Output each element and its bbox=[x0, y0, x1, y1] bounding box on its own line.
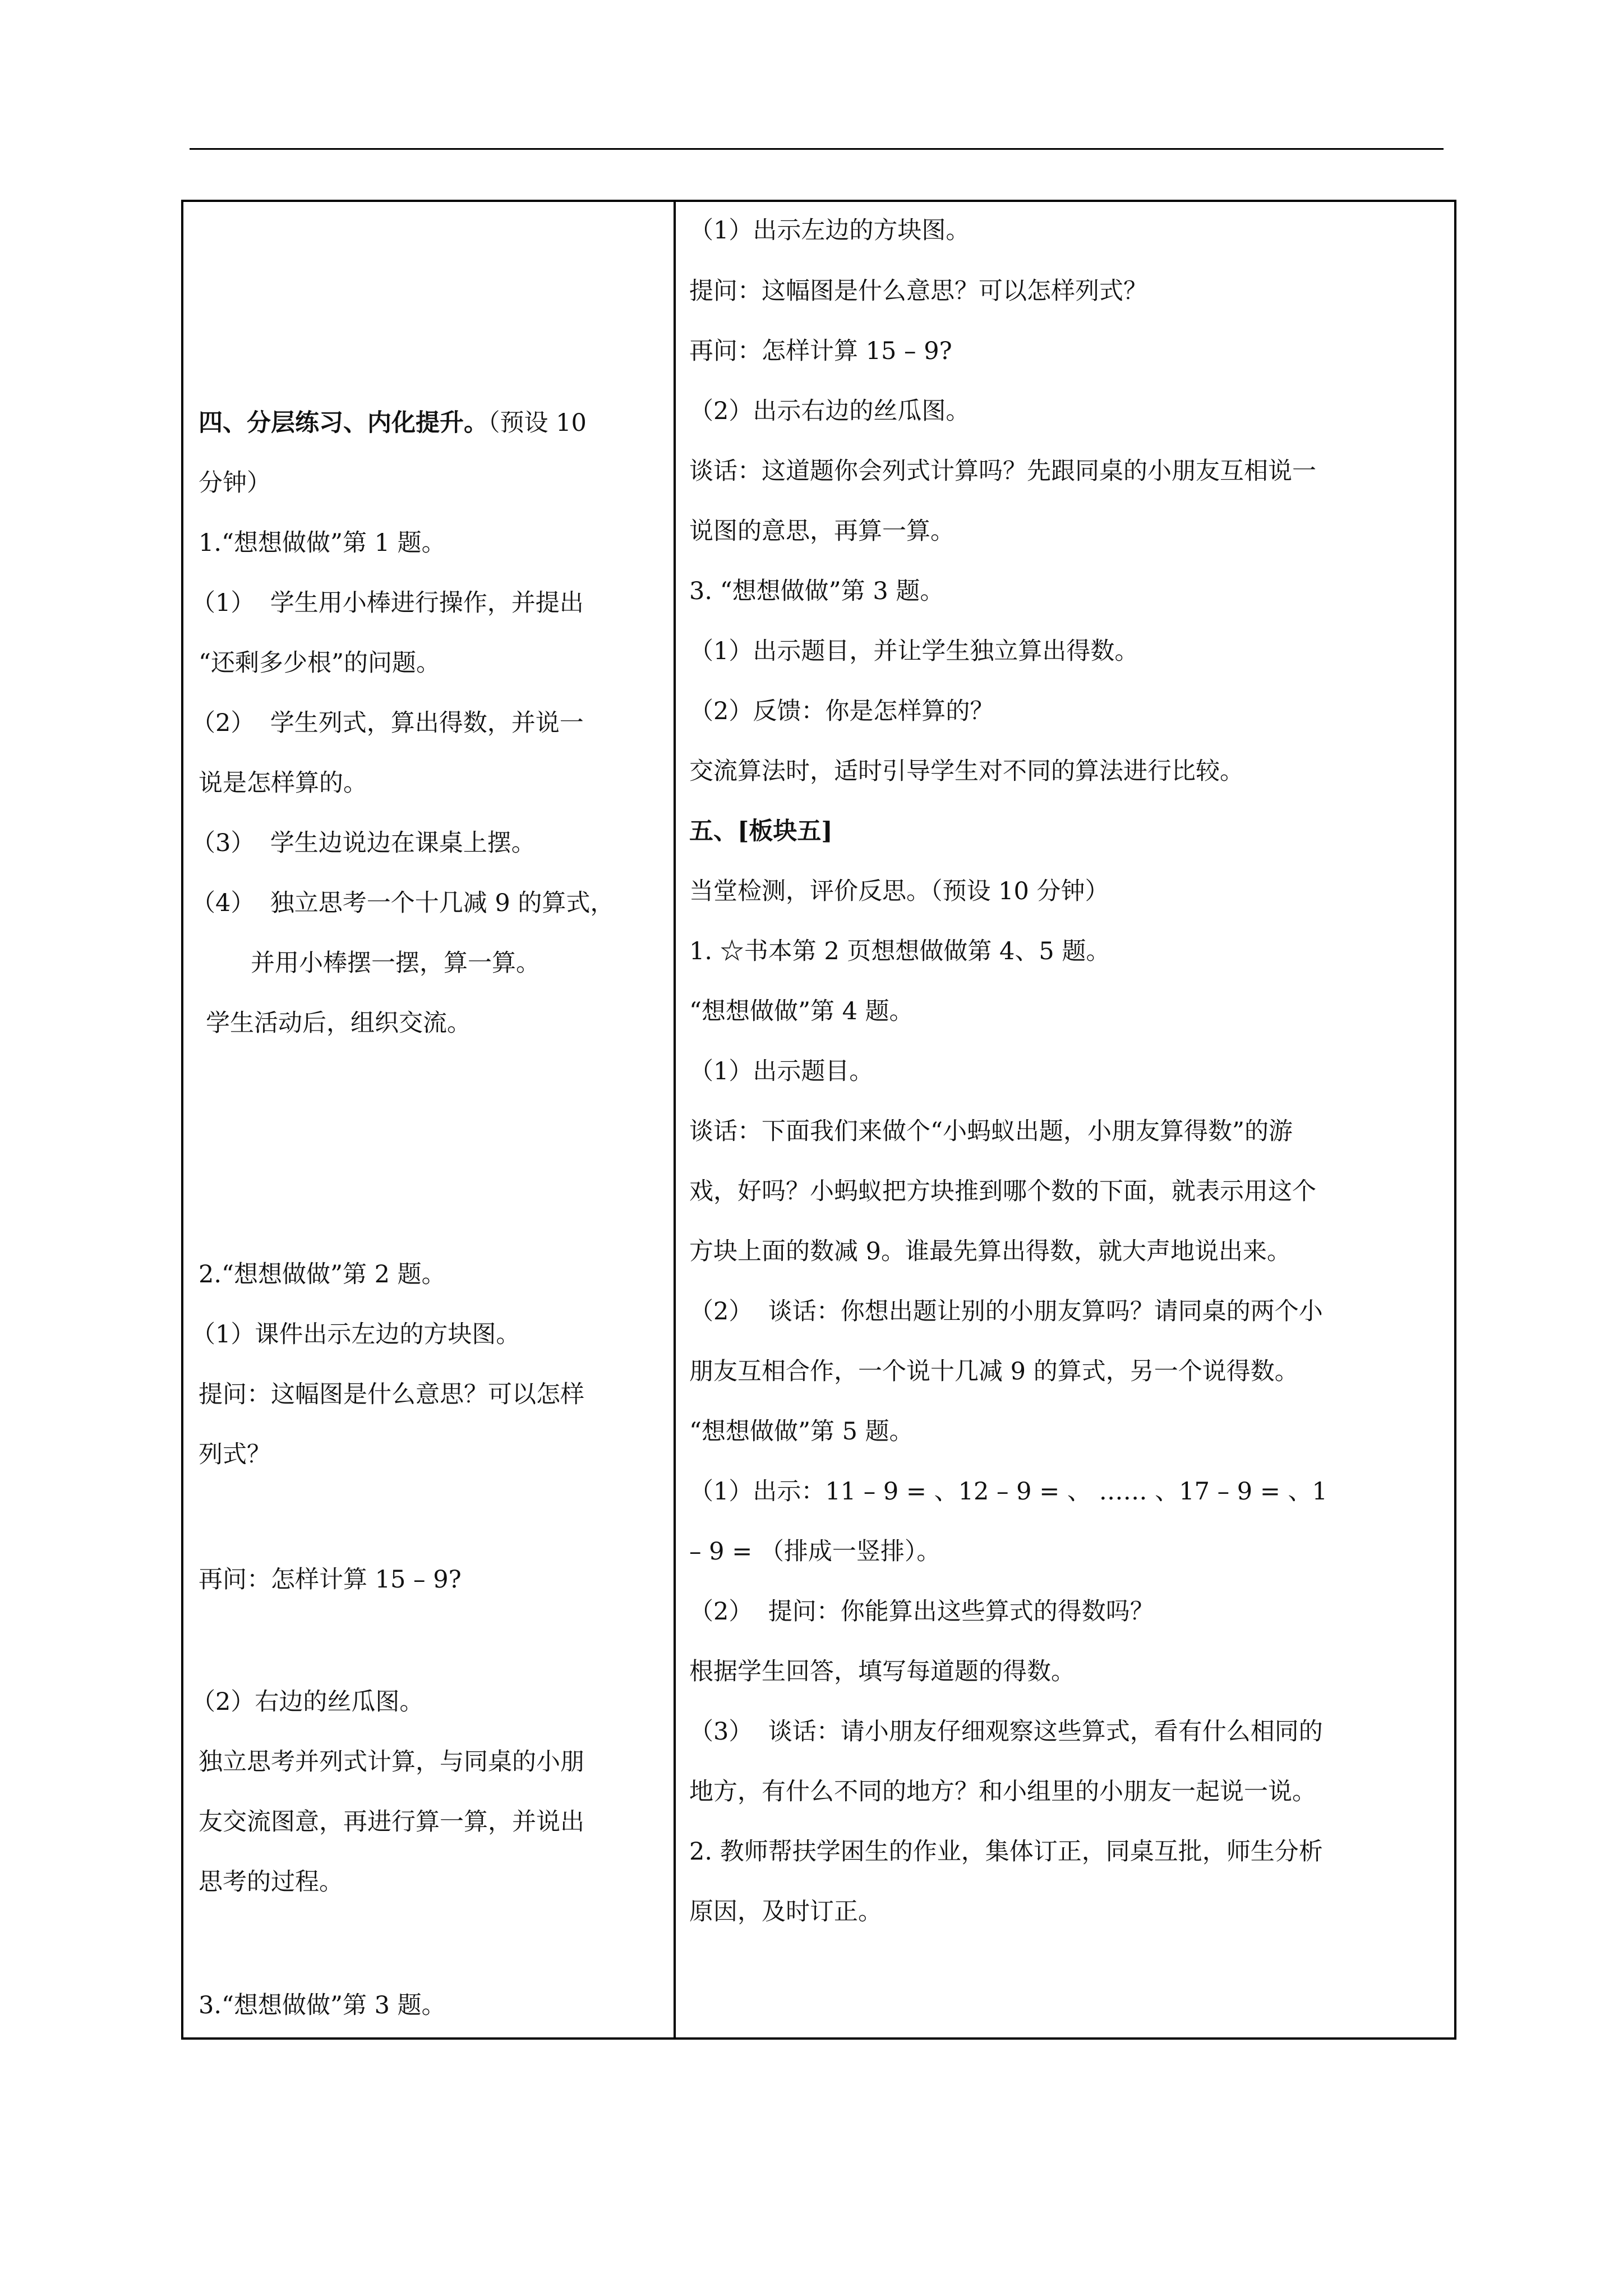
text-line: 谈话：下面我们来做个“小蚂蚁出题，小朋友算得数”的游 bbox=[689, 1117, 1293, 1145]
text-line: 戏，好吗？小蚂蚁把方块推到哪个数的下面，就表示用这个 bbox=[689, 1177, 1316, 1205]
text-line: 友交流图意，再进行算一算，并说出 bbox=[199, 1808, 584, 1836]
text-line: 说图的意思，再算一算。 bbox=[689, 517, 955, 545]
text-line: “想想做做”第 5 题。 bbox=[689, 1418, 914, 1446]
text-line: （2）右边的丝瓜图。 bbox=[191, 1688, 424, 1716]
text-line: 列式？ bbox=[199, 1441, 271, 1469]
text-line: “还剩多少根”的问题。 bbox=[199, 649, 440, 677]
text-line: 独立思考并列式计算，与同桌的小朋 bbox=[199, 1748, 584, 1776]
text-line: 原因，及时订正。 bbox=[689, 1898, 882, 1926]
text-line: 1.“想想做做”第 1 题。 bbox=[199, 529, 446, 557]
text-line: 再问：怎样计算 15 – 9? bbox=[199, 1566, 462, 1594]
text-line: （1）出示左边的方块图。 bbox=[689, 217, 970, 245]
text-line: 2. 教师帮扶学困生的作业，集体订正，同桌互批，师生分析 bbox=[689, 1838, 1323, 1866]
text-line: （1） 学生用小棒进行操作，并提出 bbox=[191, 589, 584, 617]
header-rule bbox=[190, 148, 1444, 150]
text-line: 2.“想想做做”第 2 题。 bbox=[199, 1260, 446, 1289]
text-line: 提问：这幅图是什么意思？可以怎样列式？ bbox=[689, 277, 1147, 305]
text-line: 交流算法时，适时引导学生对不同的算法进行比较。 bbox=[689, 757, 1244, 785]
text-line: “想想做做”第 4 题。 bbox=[689, 997, 914, 1025]
text-line: 提问：这幅图是什么意思？可以怎样 bbox=[199, 1381, 584, 1409]
text-line: （2） 提问：你能算出这些算式的得数吗？ bbox=[689, 1598, 1154, 1626]
text-line: （2） 谈话：你想出题让别的小朋友算吗？请同桌的两个小 bbox=[689, 1297, 1323, 1326]
text-line: 谈话：这道题你会列式计算吗？先跟同桌的小朋友互相说一 bbox=[689, 457, 1316, 485]
text-line: 方块上面的数减 9。谁最先算出得数，就大声地说出来。 bbox=[689, 1237, 1292, 1266]
section-heading-4: 四、分层练习、内化提升。（预设 10 bbox=[199, 409, 587, 437]
text-line: （2） 学生列式，算出得数，并说一 bbox=[191, 709, 584, 737]
text-line: （3） 谈话：请小朋友仔细观察这些算式，看有什么相同的 bbox=[689, 1718, 1323, 1746]
text-line: 根据学生回答，填写每道题的得数。 bbox=[689, 1658, 1075, 1686]
text-line: 再问：怎样计算 15 – 9? bbox=[689, 337, 952, 365]
text-line: （1）出示题目，并让学生独立算出得数。 bbox=[689, 637, 1139, 665]
text-line: 3. “想想做做”第 3 题。 bbox=[689, 577, 944, 605]
text-line: – 9 = （排成一竖排）。 bbox=[689, 1538, 941, 1566]
text-line: 学生活动后，组织交流。 bbox=[206, 1009, 471, 1037]
text-line: 当堂检测，评价反思。（预设 10 分钟） bbox=[689, 877, 1109, 905]
right-column bbox=[676, 200, 1454, 2040]
text-line: （1）课件出示左边的方块图。 bbox=[191, 1320, 520, 1349]
text-line: 思考的过程。 bbox=[199, 1868, 343, 1896]
text-line: （3） 学生边说边在课桌上摆。 bbox=[191, 829, 536, 857]
text-line: 3.“想想做做”第 3 题。 bbox=[199, 1991, 446, 2019]
text-line: 1. ☆书本第 2 页想想做做第 4、5 题。 bbox=[689, 937, 1110, 965]
text-line: （4） 独立思考一个十几减 9 的算式， bbox=[191, 889, 615, 917]
text-line: 分钟） bbox=[199, 469, 271, 497]
text-line: 地方，有什么不同的地方？和小组里的小朋友一起说一说。 bbox=[689, 1778, 1316, 1806]
left-column bbox=[183, 200, 674, 2040]
text-line: 说是怎样算的。 bbox=[199, 769, 367, 797]
text-line: 朋友互相合作，一个说十几减 9 的算式，另一个说得数。 bbox=[689, 1358, 1299, 1386]
text-line: （2）反馈：你是怎样算的？ bbox=[689, 697, 994, 725]
text-line: （1）出示题目。 bbox=[689, 1057, 874, 1085]
section-heading-5: 五、[板块五] bbox=[689, 817, 833, 845]
text-line: （2）出示右边的丝瓜图。 bbox=[689, 397, 970, 425]
text-line: 并用小棒摆一摆，算一算。 bbox=[251, 949, 540, 977]
text-line: （1）出示：11 – 9 = 、12 – 9 = 、 …… 、17 – 9 = 、1 bbox=[689, 1478, 1327, 1506]
